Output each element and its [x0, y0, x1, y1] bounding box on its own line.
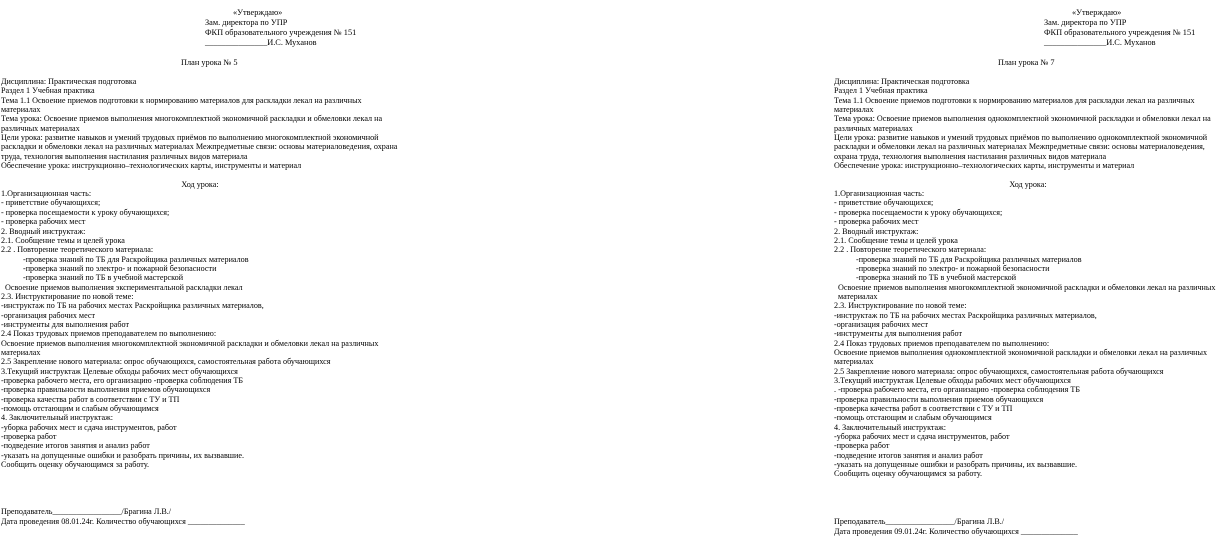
text-line: -проверка знаний по ТБ в учебной мастерской	[856, 273, 1017, 283]
text-line: Освоение приемов выполнения многокомплектной экономичной раскладки и обмеловки лекал на различных материалах	[838, 282, 1216, 301]
text-line: . -проверка рабочего места, его организацию -проверка соблюдения ТБ	[834, 385, 1081, 395]
footer	[834, 517, 1078, 537]
approval-signature: _______________И.С. Муханов	[205, 38, 317, 47]
text-line: -проверка знаний по ТБ в учебной мастерской	[23, 273, 184, 283]
text-line: -инструменты для выполнения работ	[1, 319, 130, 329]
footer	[1, 507, 245, 527]
text-line: Дисциплина: Практическая подготовка	[834, 77, 970, 86]
text-line: 2.5 Закрепление нового материала: опрос обучающихся, самостоятельная работа обучающихся	[834, 366, 1164, 376]
text-line: 3.Текущий инструктаж Целевые обходы рабочих мест обучающихся	[1, 366, 238, 376]
text-line: -помощь отстающим и слабым обучающимся	[834, 413, 992, 423]
section-heading: Ход урока:	[181, 179, 219, 189]
text-line: -уборка рабочих мест и сдача инструментов, работ	[1, 422, 177, 432]
approval-block	[1044, 8, 1195, 48]
teacher-line: Преподаватель_________________/Брагина Л.В./	[1, 507, 172, 516]
teacher-line: Преподаватель_________________/Брагина Л.В./	[834, 517, 1005, 526]
lesson-title: План урока № 7	[998, 58, 1055, 67]
approval-org: ФКП образовательного учреждения № 151	[1044, 28, 1196, 37]
text-line: -проверка правильности выполнения приемов обучающихся	[1, 385, 211, 395]
text-line: 2.4 Показ трудовых приемов преподавателем по выполнению:	[834, 338, 1050, 348]
text-line: Тема урока: Освоение приемов выполнения однокомплектной экономичной раскладки и обмеловки лекал на различных материалах	[834, 114, 1211, 133]
text-line: 1.Организационная часть:	[834, 189, 925, 199]
text-line: 2.1. Сообщение темы и целей урока	[834, 235, 958, 245]
text-line: -проверка знаний по электро- и пожарной безопасности	[23, 263, 217, 273]
approval-position: Зам. директора по УПР	[1044, 18, 1127, 27]
text-line: 2.5 Закрепление нового материала: опрос обучающихся, самостоятельная работа обучающихся	[1, 357, 331, 367]
text-line: Освоение приемов выполнения экспериментальной раскладки лекал	[5, 282, 243, 292]
text-line: 2.2 . Повторение теоретического материала:	[834, 245, 987, 255]
text-line: -проверка качества работ в соответствии с ТУ и ТП	[834, 404, 1013, 414]
text-line: 4. Заключительный инструктаж:	[834, 422, 947, 432]
approval-title: «Утверждаю»	[1072, 8, 1122, 17]
text-line: - проверка посещаемости к уроку обучающихся;	[1, 207, 170, 217]
approval-signature: _______________И.С. Муханов	[1044, 38, 1156, 47]
text-line: - приветствие обучающихся;	[1, 198, 101, 208]
text-line: Освоение приемов выполнения однокомплектной экономичной раскладки и обмеловки лекал на различных материалах	[834, 347, 1208, 367]
text-line: Сообщить оценку обучающимся за работу.	[834, 469, 983, 479]
text-line: 2.2 . Повторение теоретического материала:	[1, 245, 154, 255]
text-line: Раздел 1 Учебная практика	[1, 86, 95, 96]
text-line: -проверка правильности выполнения приемов обучающихся	[834, 394, 1044, 404]
text-line: Тема 1.1 Освоение приемов подготовки к нормированию материалов для раскладки лекал на различных материалах	[834, 95, 1195, 115]
approval-title: «Утверждаю»	[233, 8, 283, 17]
blank-line	[1, 170, 399, 179]
text-line: - проверка рабочих мест	[1, 217, 86, 227]
lesson-body	[1, 77, 399, 469]
text-line: -проверка знаний по электро- и пожарной безопасности	[856, 263, 1050, 273]
text-line: 2.3. Инструктирование по новой теме:	[834, 301, 967, 311]
approval-block	[205, 8, 356, 48]
text-line: Цели урока: развитие навыков и умений трудовых приёмов по выполнению однокомплектной экономичной раскладки и обмеловки лекал на различных материалах Межпредметные связи: основы материаловедения, охрана труда, технология выполнения настилания различных видов материала	[834, 133, 1208, 161]
text-line: Дисциплина: Практическая подготовка	[1, 77, 137, 86]
approval-position: Зам. директора по УПР	[205, 18, 288, 27]
text-line: - приветствие обучающихся;	[834, 198, 934, 208]
text-line: 2. Вводный инструктаж:	[1, 226, 86, 236]
text-line: -организация рабочих мест	[834, 319, 929, 329]
text-line: 2.3. Инструктирование по новой теме:	[1, 291, 134, 301]
text-line: -инструктаж по ТБ на рабочих местах Раскройщика различных материалов,	[1, 301, 264, 311]
text-line: Обеспечение урока: инструкционно–технологических карты, инструменты и материал	[1, 161, 302, 171]
lesson-plan-page-right	[408, 0, 1216, 553]
text-line: - проверка посещаемости к уроку обучающихся;	[834, 207, 1003, 217]
date-line: Дата проведения 08.01.24г. Количество обучающихся ______________	[1, 517, 245, 526]
approval-org: ФКП образовательного учреждения № 151	[205, 28, 357, 37]
text-line: Тема урока: Освоение приемов выполнения многокомплектной экономичной раскладки и обмеловки лекал на различных материалах	[1, 114, 383, 133]
text-line: -проверка работ	[1, 432, 57, 442]
text-line: -помощь отстающим и слабым обучающимся	[1, 404, 159, 414]
text-line: -проверка рабочего места, его организацию -проверка соблюдения ТБ	[1, 376, 243, 385]
text-line: -проверка качества работ в соответствии с ТУ и ТП	[1, 394, 180, 404]
text-line: - проверка рабочих мест	[834, 217, 919, 227]
lesson-body	[834, 77, 1222, 479]
lesson-title: План урока № 5	[181, 58, 238, 67]
text-line: -проверка работ	[834, 441, 890, 451]
text-line: -проверка знаний по ТБ для Раскройщика различных материалов	[23, 254, 249, 264]
text-line: -подведение итогов занятия и анализ работ	[834, 450, 983, 460]
text-line: -указать на допущенные ошибки и разобрать причины, их вызвавшие.	[1, 450, 245, 460]
text-line: -организация рабочих мест	[1, 310, 96, 320]
text-line: 3.Текущий инструктаж Целевые обходы рабочих мест обучающихся	[834, 376, 1071, 385]
text-line: -инструктаж по ТБ на рабочих местах Раскройщика различных материалов,	[834, 310, 1097, 320]
text-line: Обеспечение урока: инструкционно–технологических карты, инструменты и материал	[834, 161, 1135, 171]
lesson-plan-page-left	[0, 0, 408, 553]
text-line: Цели урока: развитие навыков и умений трудовых приёмов по выполнению многокомплектной экономичной раскладки и обмеловки лекал на различных материалах Межпредметные связи: основы материаловедения, охрана труда, технология выполнения настилания различных видов материала	[1, 133, 398, 161]
text-line: -инструменты для выполнения работ	[834, 329, 963, 339]
text-line: Тема 1.1 Освоение приемов подготовки к нормированию материалов для раскладки лекал на различных материалах	[1, 95, 362, 115]
text-line: Сообщить оценку обучающимся за работу.	[1, 460, 150, 470]
text-line: -указать на допущенные ошибки и разобрать причины, их вызвавшие.	[834, 460, 1078, 470]
section-heading: Ход урока:	[1009, 179, 1047, 189]
text-line: 2.1. Сообщение темы и целей урока	[1, 235, 125, 245]
text-line: 2. Вводный инструктаж:	[834, 226, 919, 236]
text-line: 2.4 Показ трудовых приемов преподавателем по выполнению:	[1, 329, 217, 339]
blank-line	[834, 170, 1222, 179]
text-line: Раздел 1 Учебная практика	[834, 86, 928, 96]
date-line: Дата проведения 09.01.24г. Количество обучающихся ______________	[834, 527, 1078, 536]
text-line: 4. Заключительный инструктаж:	[1, 413, 114, 423]
text-line: 1.Организационная часть:	[1, 189, 92, 199]
text-line: -подведение итогов занятия и анализ работ	[1, 441, 150, 451]
text-line: -уборка рабочих мест и сдача инструментов, работ	[834, 432, 1010, 442]
text-line: -проверка знаний по ТБ для Раскройщика различных материалов	[856, 254, 1082, 264]
text-line: Освоение приемов выполнения многокомплектной экономичной раскладки и обмеловки лекал на различных материалах	[1, 338, 379, 357]
